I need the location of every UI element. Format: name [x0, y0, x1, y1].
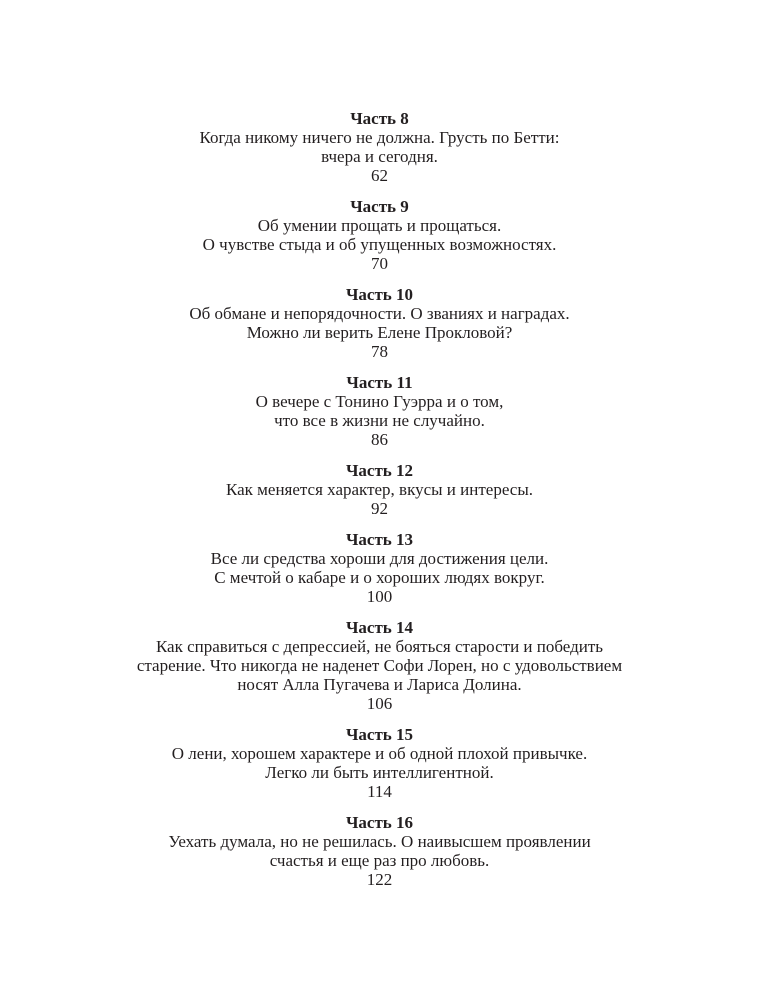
entry-page-number: 114 [367, 782, 392, 801]
entry-title: Часть 10 [345, 285, 414, 304]
toc-entry-part-14 [0, 618, 759, 713]
entry-description-line: Об обмане и непорядочности. О званиях и наградах. [189, 304, 570, 323]
entry-description-line: Все ли средства хороши для достижения цели. [210, 549, 549, 568]
entry-description-line: О чувстве стыда и об упущенных возможностях. [202, 235, 557, 254]
entry-title: Часть 9 [350, 197, 409, 216]
entry-description-line: Можно ли верить Елене Прокловой? [246, 323, 513, 342]
toc-entry-part-8 [0, 109, 759, 185]
toc-entry-part-15 [0, 725, 759, 801]
entry-title: Часть 12 [345, 461, 414, 480]
entry-description-line: Уехать думала, но не решилась. О наивысшем проявлении [168, 832, 591, 851]
entry-description-line: С мечтой о кабаре и о хороших людях вокруг. [214, 568, 545, 587]
entry-description-line: О вечере с Тонино Гуэрра и о том, [255, 392, 504, 411]
entry-title: Часть 8 [350, 109, 409, 128]
entry-description-line: Об умении прощать и прощаться. [257, 216, 502, 235]
entry-title: Часть 11 [346, 373, 413, 392]
entry-description-line: Как справиться с депрессией, не бояться старости и победить [155, 637, 604, 656]
entry-page-number: 122 [366, 870, 393, 889]
entry-page-number: 106 [366, 694, 393, 713]
entry-description-line: О лени, хорошем характере и об одной плохой привычке. [171, 744, 588, 763]
toc-entry-part-13 [0, 530, 759, 606]
entry-description-line: что все в жизни не случайно. [274, 411, 485, 430]
entry-description-line: Легко ли быть интеллигентной. [265, 763, 494, 782]
entry-description-line: Когда никому ничего не должна. Грусть по Бетти: [199, 128, 560, 147]
entry-title: Часть 15 [345, 725, 414, 744]
entry-page-number: 70 [371, 254, 388, 273]
entry-title: Часть 14 [345, 618, 414, 637]
toc-entry-part-9 [0, 197, 759, 273]
entry-page-number: 78 [371, 342, 388, 361]
entry-description-line: Как меняется характер, вкусы и интересы. [225, 480, 534, 499]
entry-page-number: 100 [366, 587, 393, 606]
entry-description-line: носят Алла Пугачева и Лариса Долина. [237, 675, 522, 694]
toc-entry-part-16 [0, 813, 759, 889]
entry-description-line: вчера и сегодня. [321, 147, 438, 166]
toc-entry-part-12 [0, 461, 759, 518]
entry-title: Часть 13 [345, 530, 414, 549]
toc-entry-part-10 [0, 285, 759, 361]
entry-page-number: 92 [371, 499, 388, 518]
entry-description-line: старение. Что никогда не наденет Софи Лорен, но с удовольствием [136, 656, 623, 675]
entry-title: Часть 16 [345, 813, 414, 832]
entry-page-number: 86 [371, 430, 388, 449]
toc-entry-part-11 [0, 373, 759, 449]
table-of-contents [0, 109, 759, 901]
entry-description-line: счастья и еще раз про любовь. [269, 851, 490, 870]
entry-page-number: 62 [371, 166, 388, 185]
